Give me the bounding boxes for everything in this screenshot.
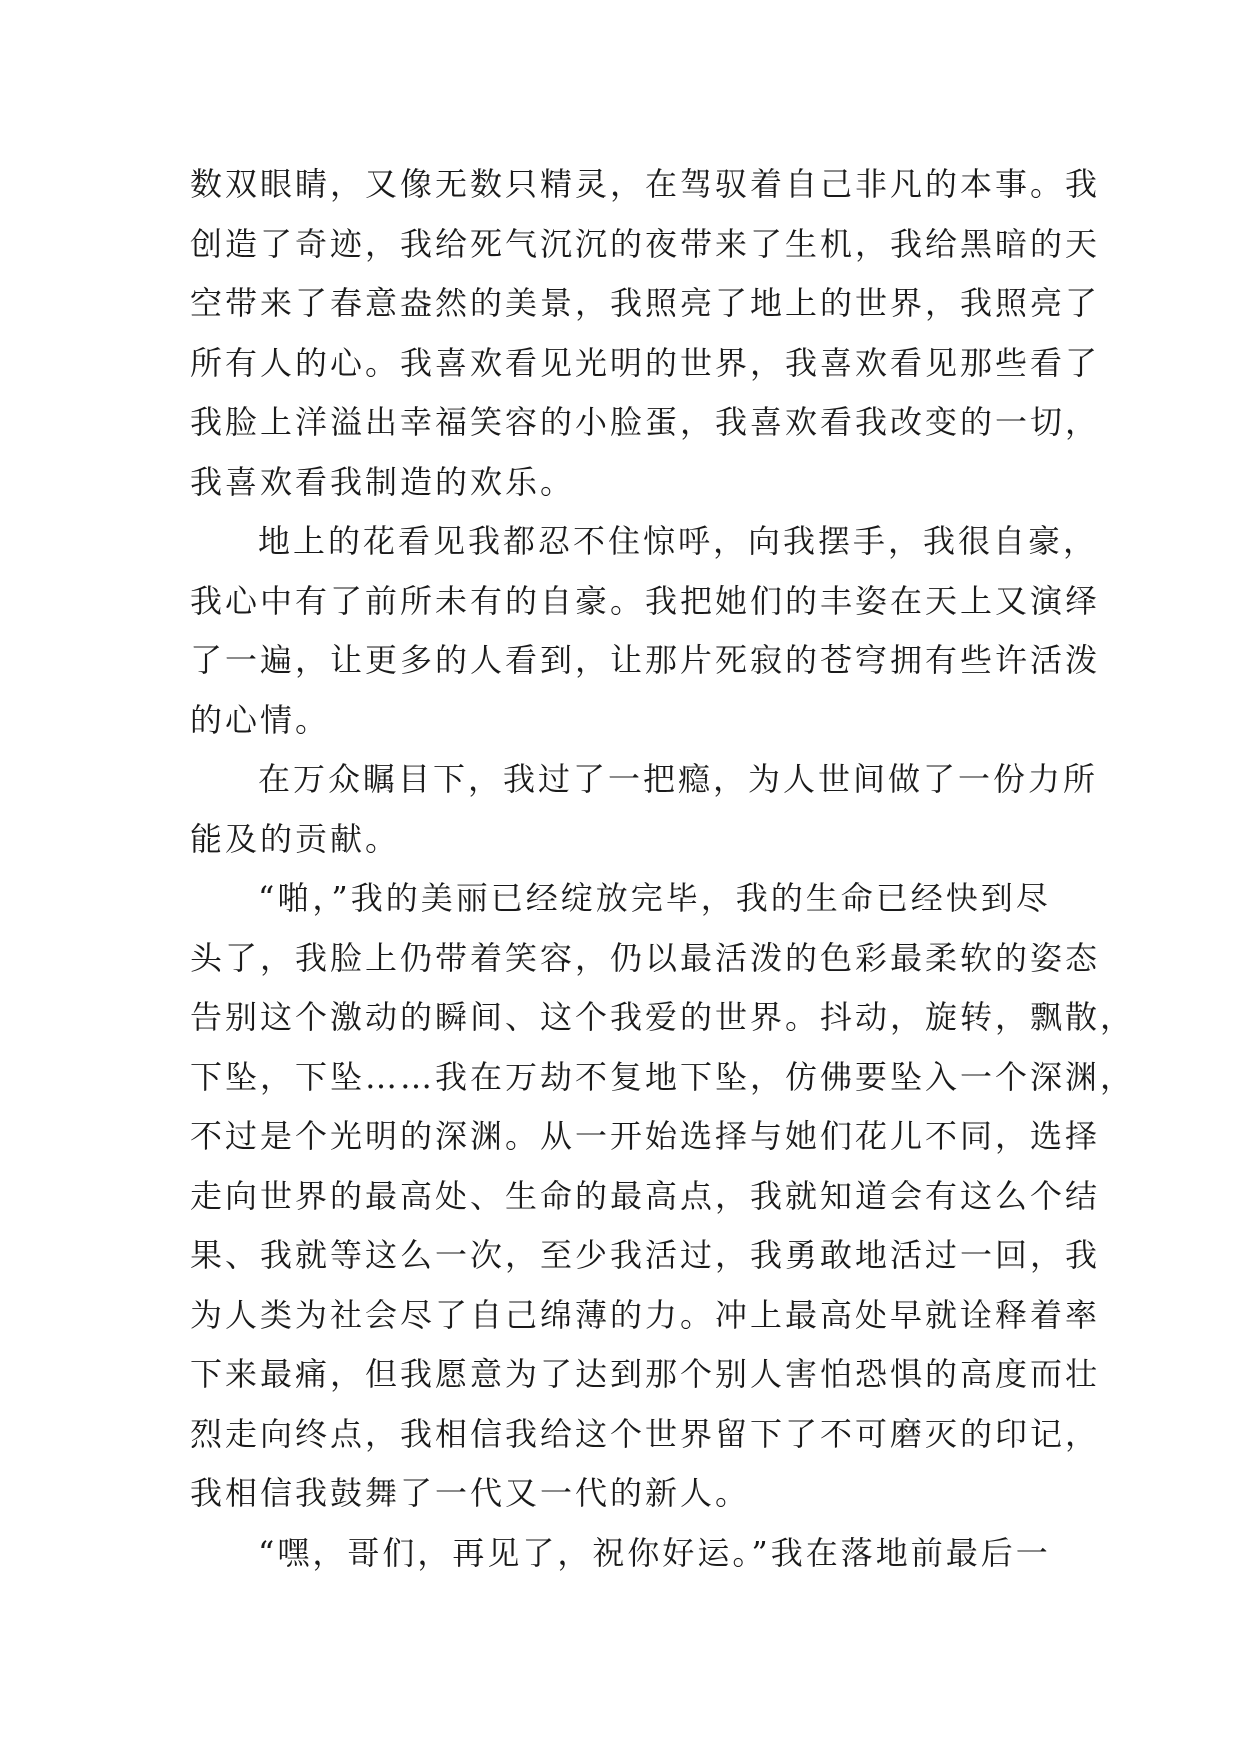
text-line: 空带来了春意盎然的美景，我照亮了地上的世界，我照亮了 — [190, 284, 1101, 322]
text-line: 走向世界的最高处、生命的最高点，我就知道会有这么个结 — [190, 1176, 1101, 1215]
text-line: 果、我就等这么一次，至少我活过，我勇敢地活过一回，我 — [190, 1236, 1101, 1274]
text-line: 我相信我鼓舞了一代又一代的新人。 — [190, 1474, 751, 1512]
text-line: 我脸上洋溢出幸福笑容的小脸蛋，我喜欢看我改变的一切， — [190, 403, 1101, 441]
text-line: 所有人的心。我喜欢看见光明的世界，我喜欢看见那些看了 — [190, 343, 1101, 382]
paragraph-first-line: 在万众瞩目下，我过了一把瘾，为人世间做了一份力所 — [258, 760, 1099, 798]
text-line: 告别这个激动的瞬间、这个我爱的世界。抖动，旋转，飘散， — [190, 998, 1136, 1036]
text-line: 烈走向终点，我相信我给这个世界留下了不可磨灭的印记， — [190, 1414, 1101, 1453]
text-line: 下来最痛，但我愿意为了达到那个别人害怕恐惧的高度而壮 — [190, 1355, 1101, 1393]
text-line: 的心情。 — [190, 700, 331, 739]
paragraph-first-line: “嘿，哥们，再见了，祝你好运。”我在落地前最后一 — [258, 1533, 1051, 1572]
text-line: 不过是个光明的深渊。从一开始选择与她们花儿不同，选择 — [190, 1117, 1101, 1155]
text-line: 能及的贡献。 — [190, 819, 401, 858]
text-line: 我心中有了前所未有的自豪。我把她们的丰姿在天上又演绎 — [190, 581, 1101, 620]
text-line: 数双眼睛，又像无数只精灵，在驾驭着自己非凡的本事。我 — [190, 165, 1101, 203]
paragraph-first-line: “啪，”我的美丽已经绽放完毕，我的生命已经快到尽 — [258, 879, 1051, 917]
text-line: 我喜欢看我制造的欢乐。 — [190, 462, 576, 501]
text-line: 了一遍，让更多的人看到，让那片死寂的苍穹拥有些许活泼 — [190, 641, 1101, 679]
text-line: 创造了奇迹，我给死气沉沉的夜带来了生机，我给黑暗的天 — [190, 224, 1101, 263]
text-line: 下坠，下坠……我在万劫不复地下坠，仿佛要坠入一个深渊， — [190, 1057, 1136, 1096]
paragraph-first-line: 地上的花看见我都忍不住惊呼，向我摆手，我很自豪， — [258, 522, 1099, 560]
text-line: 为人类为社会尽了自己绵薄的力。冲上最高处早就诠释着率 — [190, 1295, 1101, 1334]
body-text — [190, 155, 1136, 1583]
text-line: 头了，我脸上仍带着笑容，仍以最活泼的色彩最柔软的姿态 — [190, 938, 1101, 977]
